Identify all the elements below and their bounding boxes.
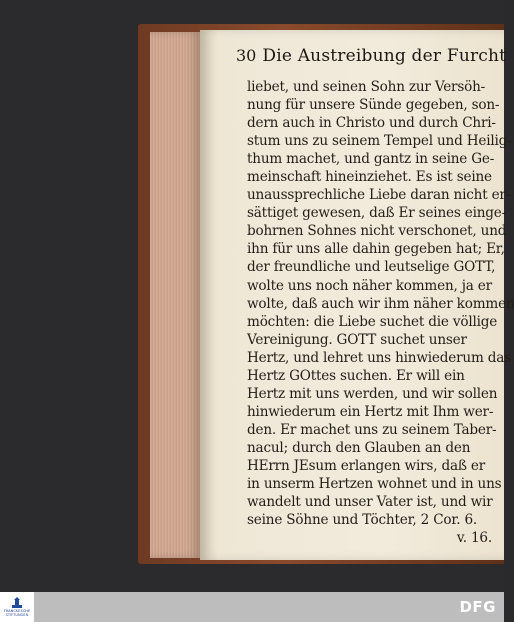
body-text xyxy=(247,78,514,547)
running-head-title: Die Austreibung der Furcht xyxy=(262,46,507,66)
text-line: ihn für uns alle dahin gegeben hat; Er, xyxy=(247,241,505,258)
text-line: Hertz, und lehret uns hinwiederum das xyxy=(247,349,511,366)
library-logo[interactable] xyxy=(0,592,34,622)
text-line: liebet, und seinen Sohn zur Versöh- xyxy=(247,79,486,95)
text-line: unaussprechliche Liebe daran nicht er- xyxy=(247,187,511,204)
library-crest-icon xyxy=(11,597,23,609)
text-line: meinschaft hineinziehet. Es ist seine xyxy=(247,169,492,186)
text-line: hinwiederum ein Hertz mit Ihm wer- xyxy=(247,403,494,420)
text-line: seine Söhne und Töchter, 2 Cor. 6. xyxy=(247,512,478,529)
text-line: thum machet, und gantz in seine Ge- xyxy=(247,151,495,168)
text-line: möchten: die Liebe suchet die völlige xyxy=(247,313,498,330)
dfg-logo[interactable]: DFG xyxy=(459,598,496,616)
text-line-verse-ref: v. 16. xyxy=(456,530,492,547)
text-line: den. Er machet uns zu seinem Taber- xyxy=(247,421,497,438)
text-line: Hertz mit uns werden, und wir sollen xyxy=(247,385,498,402)
text-line: stum uns zu seinem Tempel und Heilig- xyxy=(247,133,512,150)
library-logo-text-1: FRANCKESCHE xyxy=(3,609,31,613)
text-line: dern auch in Christo und durch Chri- xyxy=(247,115,496,132)
running-head xyxy=(236,46,507,72)
text-line: wandelt und unser Vater ist, und wir xyxy=(247,494,493,511)
text-line: Vereinigung. GOTT suchet unser xyxy=(247,331,467,348)
text-line: bohrnen Sohnes nicht verschonet, und xyxy=(247,223,507,240)
text-line: sättiget gewesen, daß Er seines einge- xyxy=(247,205,507,222)
text-line: der freundliche und leutselige GOTT, xyxy=(247,259,496,276)
page-number: 30 xyxy=(236,46,257,65)
text-line: Hertz GOttes suchen. Er will ein xyxy=(247,367,465,384)
text-line: wolte, daß auch wir ihm näher kommen xyxy=(247,295,514,312)
text-line: in unserm Hertzen wohnet und in uns xyxy=(247,476,502,493)
text-line: nung für unsere Sünde gegeben, son- xyxy=(247,97,500,114)
page-edges xyxy=(150,32,200,558)
library-logo-text-2: STIFTUNGEN xyxy=(5,613,29,617)
text-line: wolte uns noch näher kommen, ja er xyxy=(247,277,492,294)
text-line: HErrn JEsum erlangen wirs, daß er xyxy=(247,457,485,474)
text-line: nacul; durch den Glauben an den xyxy=(247,439,471,456)
footer-bar xyxy=(0,592,504,622)
